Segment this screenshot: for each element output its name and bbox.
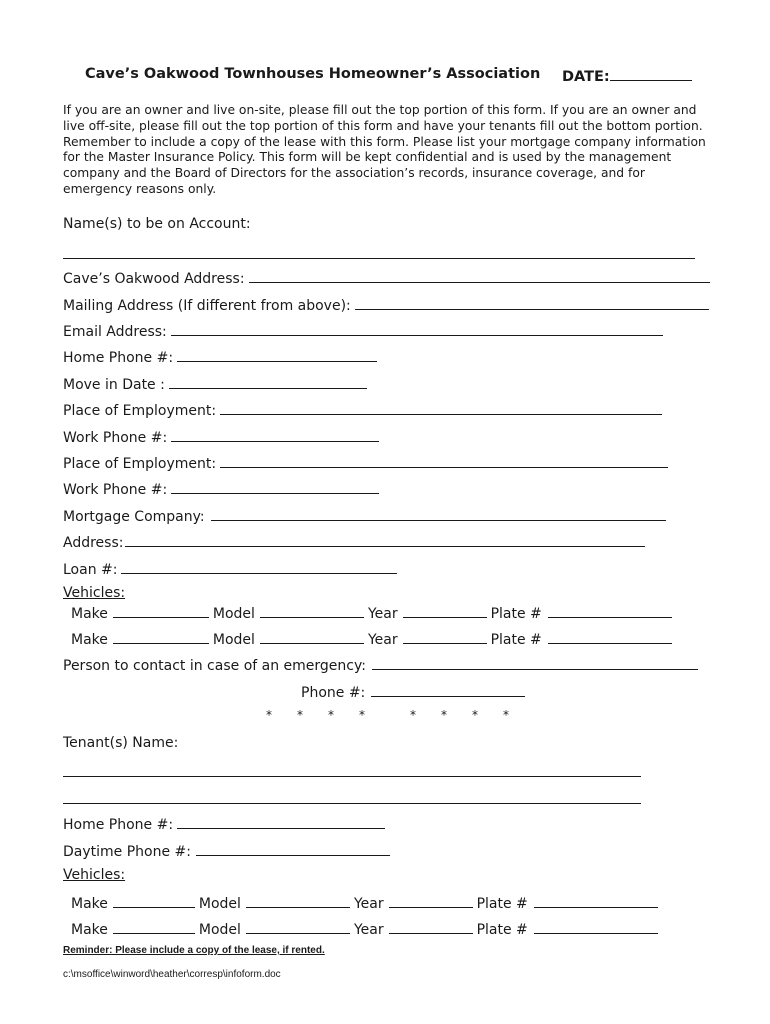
separator-star: *	[503, 708, 509, 722]
work-phone1-line[interactable]	[171, 427, 379, 442]
owner-vehicle-row[interactable]	[71, 603, 672, 622]
tenant-names-label: Tenant(s) Name:	[63, 735, 179, 751]
year-line[interactable]	[389, 919, 473, 934]
separator-star: *	[266, 708, 272, 722]
mailing-address-field[interactable]	[63, 295, 709, 314]
year-line[interactable]	[389, 893, 473, 908]
oakwood-address-field[interactable]	[63, 268, 710, 287]
loan-line[interactable]	[121, 559, 397, 574]
plate-label: Plate #	[476, 896, 528, 912]
plate-label: Plate #	[476, 922, 528, 938]
employment1-line[interactable]	[220, 400, 662, 415]
employment2-label: Place of Employment:	[63, 456, 217, 472]
names-line[interactable]	[63, 244, 695, 259]
mortgage-address-label: Address:	[63, 535, 124, 551]
mailing-address-line[interactable]	[355, 295, 709, 310]
oakwood-address-label: Cave’s Oakwood Address:	[63, 271, 245, 287]
employment2-field[interactable]	[63, 453, 668, 472]
plate-line[interactable]	[534, 893, 658, 908]
home-phone-field[interactable]	[63, 347, 377, 366]
separator-star: *	[472, 708, 478, 722]
mortgage-company-line[interactable]	[211, 506, 666, 521]
model-label: Model	[212, 606, 255, 622]
separator-star: *	[410, 708, 416, 722]
lease-reminder: Reminder: Please include a copy of the lease, if rented.	[63, 945, 325, 956]
work-phone2-label: Work Phone #:	[63, 482, 168, 498]
model-line[interactable]	[246, 919, 350, 934]
names-label: Name(s) to be on Account:	[63, 216, 251, 232]
intro-paragraph: If you are an owner and live on-site, please fill out the top portion of this form. If you are an owner and live off-site, please fill out the top portion of this form and have your tenants fill out the bottom portion. Remember to include a copy of the lease with this form. Please list your mortgage company information for the Master Insurance Policy. This form will be kept confidential and is used by the management company and the Board of Directors for the association’s records, insurance coverage, and for emergency reasons only.	[63, 103, 706, 196]
tenant-vehicle-row[interactable]	[71, 919, 658, 938]
form-title: Cave’s Oakwood Townhouses Homeowner’s Association	[85, 66, 541, 82]
model-line[interactable]	[260, 629, 364, 644]
work-phone1-label: Work Phone #:	[63, 430, 168, 446]
model-label: Model	[198, 922, 241, 938]
email-line[interactable]	[171, 321, 663, 336]
emergency-contact-field[interactable]	[63, 655, 698, 674]
work-phone2-field[interactable]	[63, 479, 379, 498]
move-in-label: Move in Date :	[63, 377, 165, 393]
tenant-vehicle-row[interactable]	[71, 893, 658, 912]
model-label: Model	[212, 632, 255, 648]
plate-line[interactable]	[548, 629, 672, 644]
tenant-home-phone-field[interactable]	[63, 814, 385, 833]
year-label: Year	[367, 606, 398, 622]
loan-label: Loan #:	[63, 562, 118, 578]
email-label: Email Address:	[63, 324, 167, 340]
separator-star: *	[328, 708, 334, 722]
plate-label: Plate #	[490, 606, 542, 622]
tenant-names-line[interactable]	[63, 789, 641, 804]
oakwood-address-line[interactable]	[249, 268, 710, 283]
employment1-label: Place of Employment:	[63, 403, 217, 419]
owner-vehicles-label: Vehicles:	[63, 585, 126, 601]
move-in-line[interactable]	[169, 374, 367, 389]
tenant-daytime-phone-line[interactable]	[196, 841, 390, 856]
employment2-line[interactable]	[220, 453, 668, 468]
tenant-names-field	[63, 735, 178, 751]
mailing-address-label: Mailing Address (If different from above):	[63, 298, 351, 314]
tenant-vehicles-label: Vehicles:	[63, 867, 126, 883]
year-label: Year	[353, 922, 384, 938]
mortgage-address-field[interactable]	[63, 532, 645, 551]
date-label: DATE:	[562, 69, 610, 85]
mortgage-address-line[interactable]	[125, 532, 645, 547]
date-line[interactable]	[610, 66, 692, 81]
tenant-daytime-phone-label: Daytime Phone #:	[63, 844, 191, 860]
plate-line[interactable]	[534, 919, 658, 934]
year-line[interactable]	[403, 629, 487, 644]
make-label: Make	[71, 606, 108, 622]
emergency-contact-label: Person to contact in case of an emergency:	[63, 658, 366, 674]
tenant-home-phone-label: Home Phone #:	[63, 817, 174, 833]
emergency-phone-line[interactable]	[371, 682, 525, 697]
make-line[interactable]	[113, 893, 195, 908]
separator-star: *	[441, 708, 447, 722]
home-phone-line[interactable]	[177, 347, 377, 362]
tenant-daytime-phone-field[interactable]	[63, 841, 390, 860]
emergency-contact-line[interactable]	[372, 655, 698, 670]
year-label: Year	[367, 632, 398, 648]
emergency-phone-label: Phone #:	[301, 685, 366, 701]
home-phone-label: Home Phone #:	[63, 350, 174, 366]
work-phone1-field[interactable]	[63, 427, 379, 446]
model-line[interactable]	[246, 893, 350, 908]
separator-star: *	[297, 708, 303, 722]
tenant-names-line[interactable]	[63, 762, 641, 777]
make-line[interactable]	[113, 919, 195, 934]
file-path: c:\msoffice\winword\heather\corresp\infoform.doc	[63, 969, 281, 980]
mortgage-company-label: Mortgage Company:	[63, 509, 205, 525]
work-phone2-line[interactable]	[171, 479, 379, 494]
loan-field[interactable]	[63, 559, 397, 578]
model-line[interactable]	[260, 603, 364, 618]
mortgage-company-field[interactable]	[63, 506, 666, 525]
year-label: Year	[353, 896, 384, 912]
plate-line[interactable]	[548, 603, 672, 618]
tenant-home-phone-line[interactable]	[177, 814, 385, 829]
make-line[interactable]	[113, 603, 209, 618]
email-field[interactable]	[63, 321, 663, 340]
model-label: Model	[198, 896, 241, 912]
make-label: Make	[71, 896, 108, 912]
make-label: Make	[71, 632, 108, 648]
names-field	[63, 216, 251, 232]
year-line[interactable]	[403, 603, 487, 618]
make-label: Make	[71, 922, 108, 938]
plate-label: Plate #	[490, 632, 542, 648]
move-in-field[interactable]	[63, 374, 367, 393]
date-field[interactable]	[562, 66, 692, 85]
separator-star: *	[359, 708, 365, 722]
make-line[interactable]	[113, 629, 209, 644]
owner-vehicle-row[interactable]	[71, 629, 672, 648]
emergency-phone-field[interactable]	[301, 682, 525, 701]
employment1-field[interactable]	[63, 400, 662, 419]
